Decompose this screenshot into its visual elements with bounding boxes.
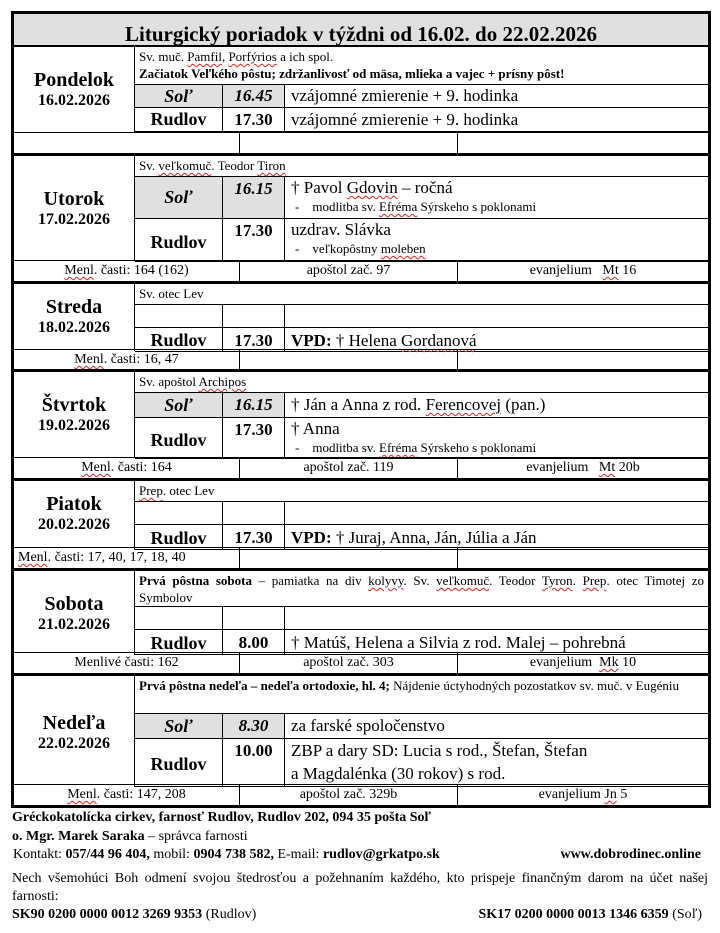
intention-main: † Pavol Gdovin – ročná: [291, 178, 453, 197]
intention-continued: a Magdalénka (30 rokov) s rod.: [291, 764, 506, 783]
parish-priest: [12, 828, 708, 846]
service-time: 8.00: [223, 630, 285, 654]
service-time: [223, 305, 285, 327]
day-name: Pondelok: [33, 69, 115, 91]
service-time: 17.30: [223, 328, 285, 351]
note-bold: Začiatok Veľkého pôstu; zdržanlivosť od mäsa, mlieka a vajec + prísny pôst!: [139, 66, 565, 81]
mobile-label: mobil:: [149, 847, 194, 862]
day-name: Štvrtok: [41, 394, 107, 416]
day-label: [14, 47, 135, 132]
email-label: E-mail:: [273, 847, 323, 862]
day-wednesday: [14, 281, 708, 369]
day-name: Streda: [45, 296, 103, 318]
service-place: Rudlov: [135, 739, 223, 786]
day-name: Piatok: [46, 493, 102, 515]
service-place: Rudlov: [135, 328, 223, 351]
service-place: [135, 607, 223, 629]
service-intention: [285, 219, 708, 261]
service-row-empty: [135, 607, 708, 630]
intention-prefix: VPD:: [291, 528, 332, 547]
service-place: Rudlov: [135, 525, 223, 549]
contact-email[interactable]: rudlov@grkatpo.sk: [322, 847, 440, 862]
service-intention: za farské spoločenstvo: [291, 716, 445, 735]
readings-parts: Menlivé časti: 162: [14, 653, 240, 673]
readings-row: [14, 260, 708, 281]
readings-apostle: apoštol zač. 97: [240, 261, 458, 281]
readings-apostle: apoštol zač. 329b: [240, 785, 458, 805]
day-date: 16.02.2026: [38, 92, 110, 109]
service-intention: vzájomné zmierenie + 9. hodinka: [291, 110, 519, 129]
account-sol: [479, 906, 703, 924]
donation-blessing: Nech všemohúci Boh odmení svojou štedrosťou a požehnaním každého, kto prispeje finančným darom na účet našej farnosti:: [12, 871, 708, 904]
day-date: 22.02.2026: [38, 735, 110, 752]
parish-address-text: Gréckokatolícka cirkev, farnosť Rudlov, Rudlov 202, 094 35 pošta Soľ: [12, 810, 432, 825]
readings-row: [14, 652, 708, 673]
readings-apostle: apoštol zač. 303: [240, 653, 458, 673]
account-rudlov: [12, 907, 256, 922]
day-saturday: [14, 568, 708, 673]
service-intention: [285, 502, 708, 524]
readings-parts: Menl. časti: 147, 208: [14, 785, 240, 805]
day-date: 18.02.2026: [38, 319, 110, 336]
intention-main: ZBP a dary SD: Lucia s rod., Štefan, Štefan: [291, 741, 588, 760]
service-row: [135, 393, 708, 418]
iban-sol: SK17 0200 0000 0013 1346 6359: [478, 907, 669, 922]
service-row-empty: [135, 305, 708, 328]
service-place: Rudlov: [135, 418, 223, 458]
service-row: [135, 85, 708, 108]
readings-gospel: evanjelium Jn 5: [538, 787, 628, 802]
service-time: 17.30: [223, 525, 285, 549]
service-time: 16.15: [223, 393, 285, 417]
service-time: 10.00: [223, 739, 285, 786]
contact-label: Kontakt:: [13, 847, 66, 862]
service-place: [135, 305, 223, 327]
iban-sol-label: (Soľ): [668, 907, 702, 922]
service-place: Soľ: [135, 393, 223, 417]
service-row: [135, 714, 708, 739]
readings-row: [14, 547, 708, 568]
readings-gospel: [458, 350, 708, 369]
day-note: [135, 676, 708, 714]
liturgical-schedule-table: [11, 11, 711, 808]
service-time: 17.30: [223, 219, 285, 261]
service-place: Rudlov: [135, 108, 223, 131]
note-plain: Prep. otec Lev: [139, 483, 215, 498]
service-intention: [285, 305, 708, 327]
service-time: [223, 502, 285, 524]
service-time: 8.30: [223, 714, 285, 738]
day-label: [14, 372, 135, 458]
intention-sub: - modlitba sv. Efréma Sýrskeho s poklonami: [295, 199, 537, 214]
iban-rudlov-label: (Rudlov): [202, 907, 257, 922]
intention-sub: - veľkopôstny moleben: [295, 241, 426, 256]
day-note: [135, 47, 708, 85]
contact-mobile: 0904 738 582,: [193, 847, 274, 862]
readings-apostle: [240, 133, 458, 153]
day-sunday: [14, 673, 708, 805]
day-monday: [14, 47, 708, 153]
day-label: [14, 156, 135, 261]
readings-gospel: evanjelium Mt 20b: [526, 460, 640, 475]
intention-main: † Juraj, Anna, Ján, Júlia a Ján: [335, 528, 537, 547]
day-date: 20.02.2026: [38, 516, 110, 533]
readings-row: [14, 784, 708, 805]
service-time: 16.45: [223, 85, 285, 107]
readings-row: [14, 132, 708, 153]
schedule-title: Liturgický poriadok v týždni od 16.02. do 22.02.2026: [14, 14, 708, 47]
website-link[interactable]: www.dobrodinec.online: [560, 847, 701, 862]
note-bold: Prvá pôstna sobota: [139, 573, 252, 588]
intention-main: † Anna: [291, 419, 340, 438]
day-name: Nedeľa: [42, 712, 106, 734]
service-intention: [285, 525, 708, 549]
note-plain: Nájdenie úctyhodných pozostatkov sv. muč. v Eugéniu: [389, 678, 679, 693]
day-note: [135, 571, 708, 607]
readings-apostle: [240, 548, 458, 568]
day-friday: [14, 478, 708, 568]
contact-line: [13, 846, 709, 864]
day-date: 19.02.2026: [38, 417, 110, 434]
service-time: 17.30: [223, 108, 285, 131]
service-row-empty: [135, 502, 708, 525]
day-name: Sobota: [44, 593, 104, 615]
service-time: 16.15: [223, 177, 285, 218]
service-intention: [285, 607, 708, 629]
day-date: 21.02.2026: [38, 616, 110, 633]
contact-phone: 057/44 96 404,: [65, 847, 150, 862]
day-label: [14, 676, 135, 787]
readings-gospel: [458, 548, 708, 568]
service-place: Rudlov: [135, 219, 223, 261]
service-place: Rudlov: [135, 630, 223, 654]
bank-accounts: [12, 906, 708, 924]
intention-sub: - modlitba sv. Efréma Sýrskeho s poklonami: [295, 440, 537, 455]
note-plain: Sv. muč. Pamfil, Porfýrios a ich spol.: [139, 49, 334, 64]
readings-apostle: [240, 350, 458, 369]
day-date: 17.02.2026: [38, 211, 110, 228]
service-intention: [285, 418, 708, 458]
day-label: [14, 284, 135, 351]
service-time: [223, 607, 285, 629]
day-tuesday: [14, 153, 708, 281]
day-label: [14, 481, 135, 550]
note-plain: – pamiatka na div kolyvy. Sv. veľkomuč. Teodor Tyron. Prep. otec Timotej zo Symbolov: [139, 573, 705, 605]
service-place: [135, 502, 223, 524]
intention-main: uzdrav. Slávka: [291, 220, 391, 239]
service-row: [135, 219, 708, 262]
readings-gospel: evanjelium Mt 16: [529, 263, 637, 278]
day-label: [14, 571, 135, 655]
service-row: [135, 418, 708, 459]
readings-apostle: apoštol zač. 119: [240, 458, 458, 478]
readings-gospel: evanjelium Mk 10: [529, 655, 637, 670]
note-bold: Prvá pôstna nedeľa – nedeľa ortodoxie, hl. 4;: [139, 678, 390, 693]
readings-parts: Menl. časti: 164 (162): [14, 261, 240, 281]
service-intention: † Matúš, Helena a Silvia z rod. Malej – pohrebná: [291, 633, 626, 652]
day-name: Utorok: [43, 188, 105, 210]
priest-role: – správca farnosti: [144, 829, 248, 844]
readings-row: [14, 457, 708, 478]
parish-address: [12, 809, 708, 827]
iban-rudlov: SK90 0200 0000 0012 3269 9353: [12, 907, 203, 922]
day-note: [135, 156, 708, 177]
service-row: [135, 739, 708, 787]
readings-parts: [14, 133, 240, 153]
service-place: Soľ: [135, 177, 223, 218]
readings-parts: Menl. časti: 16, 47: [14, 350, 240, 369]
note-plain: Sv. veľkomuč. Teodor Tiron: [139, 158, 286, 173]
readings-parts: Menl. časti: 164: [14, 458, 240, 478]
service-intention: [285, 328, 708, 351]
day-note: [135, 481, 708, 502]
service-place: Soľ: [135, 714, 223, 738]
readings-row: [14, 349, 708, 369]
intention-main: † Helena Gordanová: [335, 331, 477, 350]
day-note: [135, 372, 708, 393]
service-intention: [285, 739, 708, 786]
service-intention: [285, 177, 708, 218]
intention-prefix: VPD:: [291, 331, 332, 350]
day-note: Sv. otec Lev: [135, 284, 708, 305]
note-plain: Sv. apoštol Archipos: [139, 374, 247, 389]
service-intention: † Ján a Anna z rod. Ferencovej (pan.): [291, 395, 546, 414]
priest-name: o. Mgr. Marek Saraka: [12, 829, 145, 844]
service-time: 17.30: [223, 418, 285, 458]
service-intention: vzájomné zmierenie + 9. hodinka: [291, 86, 519, 105]
readings-gospel: [458, 133, 708, 153]
service-row: [135, 177, 708, 219]
readings-parts: Menl. časti: 17, 40, 17, 18, 40: [14, 548, 240, 568]
day-thursday: [14, 369, 708, 478]
service-place: Soľ: [135, 85, 223, 107]
service-row: [135, 108, 708, 132]
